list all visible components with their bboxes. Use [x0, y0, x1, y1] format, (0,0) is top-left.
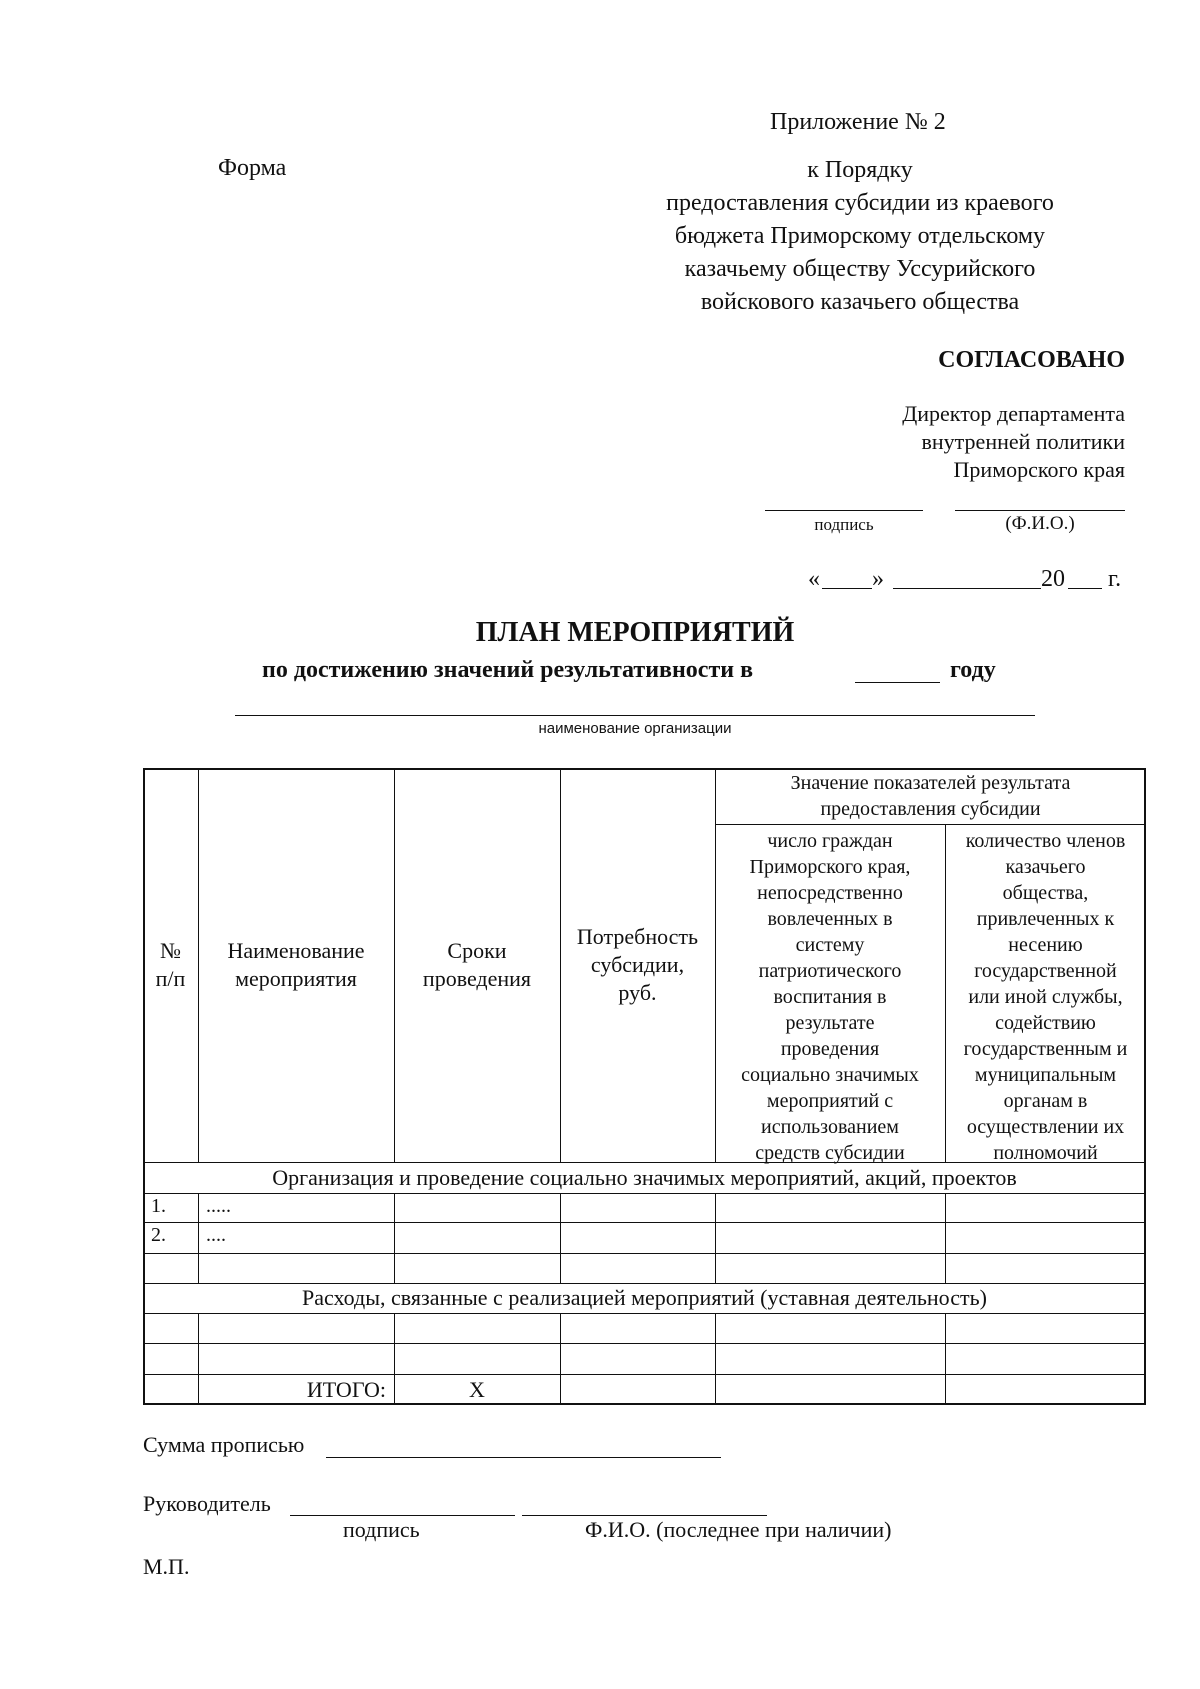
total-terms-mark: Х	[469, 1376, 485, 1402]
header-members-count: количество членов казачьего общества, привлеченных к несению государственной или иной службы, содействию государственным и муниципальным органам в осуществлении их полномочий	[963, 830, 1128, 1164]
approval-signature-line[interactable]	[765, 510, 923, 511]
date-open-quote: «	[808, 566, 820, 592]
plan-subtitle-end: году	[950, 657, 996, 683]
row-2-name[interactable]: ....	[206, 1224, 226, 1246]
row-2-number: 2.	[151, 1224, 166, 1246]
header-indicator-group: Значение показателей результата предоставления субсидии	[790, 772, 1071, 820]
approval-name-caption: (Ф.И.О.)	[1005, 513, 1075, 534]
order-line: казачьему обществу Уссурийского	[684, 256, 1036, 282]
approval-line: Директор департамента	[902, 401, 1125, 426]
date-close-quote: »	[872, 566, 884, 592]
order-reference	[600, 156, 1120, 321]
plan-subtitle: по достижению значений результативности в	[262, 657, 754, 683]
approval-title: СОГЛАСОВАНО	[938, 347, 1125, 373]
header-number: № п/п	[155, 938, 186, 991]
row-1-name[interactable]: .....	[206, 1195, 231, 1217]
plan-title: ПЛАН МЕРОПРИЯТИЙ	[475, 617, 795, 648]
total-label: ИТОГО:	[306, 1376, 386, 1402]
date-day-line[interactable]	[822, 588, 872, 589]
head-label: Руководитель	[143, 1491, 271, 1516]
header-subsidy-need: Потребность субсидии, руб.	[576, 924, 699, 1005]
order-line: войскового казачьего общества	[700, 289, 1020, 315]
head-name-line[interactable]	[522, 1515, 767, 1516]
date-month-line[interactable]	[893, 588, 1041, 589]
sum-in-words-label: Сумма прописью	[143, 1432, 305, 1457]
approval-signature-caption: подпись	[814, 515, 874, 534]
date-year-prefix: 20	[1041, 566, 1065, 592]
order-line: к Порядку	[807, 157, 913, 183]
stamp-place: М.П.	[143, 1554, 190, 1579]
order-line: бюджета Приморскому отдельскому	[674, 223, 1046, 249]
approval-line: внутренней политики	[921, 429, 1125, 454]
form-label: Форма	[218, 155, 287, 181]
row-1-number: 1.	[151, 1195, 166, 1217]
plan-year-line[interactable]	[855, 682, 940, 683]
header-citizens-count: число граждан Приморского края, непосредственно вовлеченных в систему патриотического воспитания в результате проведения социально значимых мероприятий с использованием средств субсидии	[741, 830, 919, 1164]
sum-in-words-line[interactable]	[326, 1457, 721, 1458]
date-year-suffix: г.	[1108, 566, 1122, 592]
header-terms: Сроки проведения	[422, 938, 532, 991]
section-statutory-expenses: Расходы, связанные с реализацией мероприятий (уставная деятельность)	[302, 1285, 987, 1310]
approval-line: Приморского края	[953, 457, 1125, 482]
head-signature-caption: подпись	[343, 1517, 420, 1542]
head-name-caption: Ф.И.О. (последнее при наличии)	[585, 1517, 892, 1542]
order-line: предоставления субсидии из краевого	[666, 190, 1054, 216]
organization-caption: наименование организации	[538, 720, 732, 737]
organization-name-line[interactable]	[235, 715, 1035, 716]
head-signature-line[interactable]	[290, 1515, 515, 1516]
approval-name-line[interactable]	[955, 510, 1125, 511]
date-year-line[interactable]	[1068, 588, 1102, 589]
approval-position	[760, 401, 1125, 485]
appendix-number: Приложение № 2	[770, 109, 946, 135]
section-social-events: Организация и проведение социально значимых мероприятий, акций, проектов	[272, 1164, 1017, 1190]
header-event-name: Наименование мероприятия	[227, 938, 365, 991]
